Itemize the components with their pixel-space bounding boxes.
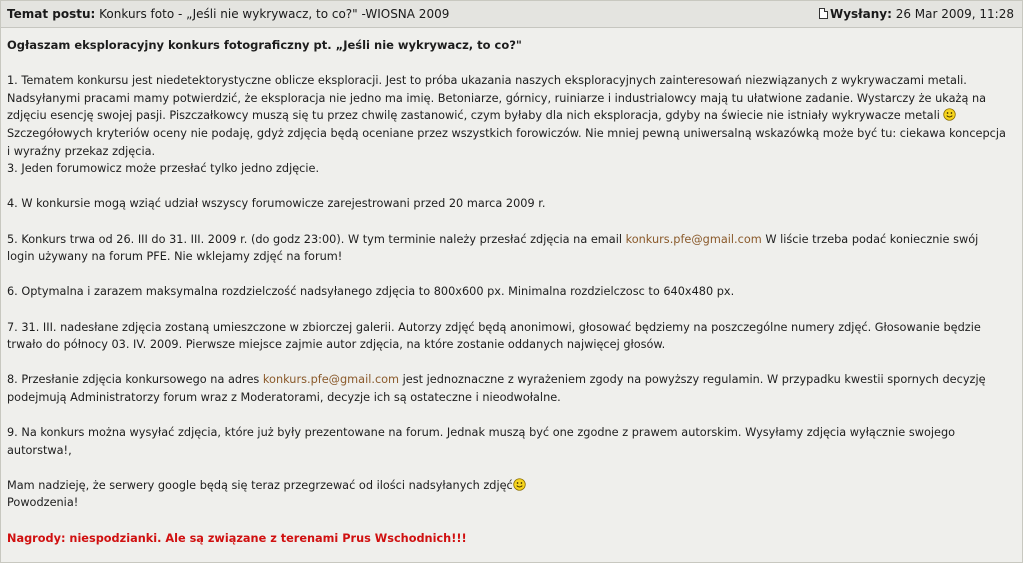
rule-8-line-2: podejmują Administratorzy forum wraz z Moderatorami, decyzje ich są ostateczne i nieodwołalne. [7,390,561,404]
rule-8-text-before: 8. Przesłanie zdjęcia konkursowego na adres [7,373,263,387]
rule-1-line-4: Szczegółowych kryteriów oceny nie podaję, gdyż zdjęcia będą oceniane przez wszystkich forowiczów. Nie mniej pewną uniwersalną wskazówką może być tu: ciekawa koncepcja [7,126,1006,140]
rule-9-line-2: autorstwa!, [7,443,72,457]
post-header [1,1,1022,28]
subject-value: Konkurs foto - „Jeśli nie wykrywacz, to co?" -WIOSNA 2009 [99,7,450,21]
rule-1-line-3-text: zdjęciu esencję swojej pasji. Piszczałkowcy muszą się tu przez chwilę zastanowić, czym byłaby dla nich eksploracja, gdyby na świecie nie istniały wykrywacze metali [7,109,940,123]
rule-4: 4. W konkursie mogą wziąć udział wszyscy forumowicze zarejestrowani przed 20 marca 2009 r. [7,197,546,211]
smiley-icon [513,478,526,491]
post-subject [7,1,449,27]
rule-1-line-5: i wyraźny przekaz zdjęcia. [7,144,156,158]
rule-5-line-2: login używany na forum PFE. Nie wklejamy zdjęć na forum! [7,250,343,264]
rule-1-line-3 [7,107,1017,125]
email-link-2[interactable]: konkurs.pfe@gmail.com [262,373,400,387]
rule-6: 6. Optymalna i zarazem maksymalna rozdzielczość nadsyłanego zdjęcia to 800x600 px. Minimalna rozdzielczosc to 640x480 px. [7,285,735,299]
post-headline: Ogłaszam eksploracyjny konkurs fotograficzny pt. „Jeśli nie wykrywacz, to co?" [7,38,522,52]
rule-7-line-1: 7. 31. III. nadesłane zdjęcia zostaną umieszczone w zbiorczej galerii. Autorzy zdjęć będą anonimowi, głosować będziemy na poszczególne numery zdjęć. Głosowanie będzie [7,320,981,334]
rule-1-line-1: 1. Tematem konkursu jest niedetektorystyczne oblicze eksploracji. Jest to próba ukazania naszych eksploracyjnych zainteresowań niezwiązanych z wykrywaczami metali. [7,74,967,88]
rule-8-line-1 [7,371,1017,389]
post-body [7,37,1017,547]
rule-1-line-2: Nadsyłanymi pracami mamy potwierdzić, że eksploracja nie jedno ma imię. Betoniarze, górnicy, ruiniarze i industrialowcy mają tu ułatwione zadanie. Wystarczy że ukażą na [7,91,987,105]
post-icon[interactable] [819,8,828,19]
rule-5-text-after: W liście trzeba podać koniecznie swój [761,232,979,246]
email-link[interactable]: konkurs.pfe@gmail.com [625,232,762,246]
closing-line-1 [7,477,1017,495]
rule-7-line-2: trwało do północy 03. IV. 2009. Pierwsze miejsce zajmie autor zdjęcia, na które zostanie oddanych najwięcej głosów. [7,338,666,352]
smiley-icon [943,108,956,121]
rule-3: 3. Jeden forumowicz może przesłać tylko jedno zdjęcie. [7,162,320,176]
rule-5-text-before: 5. Konkurs trwa od 26. III do 31. III. 2009 r. (do godz 23:00). W tym terminie należy przesłać zdjęcia na email [7,232,626,246]
prize-note: Nagrody: niespodzianki. Ale są związane z terenami Prus Wschodnich!!! [7,531,467,545]
subject-label: Temat postu: [7,7,96,21]
closing-line-2: Powodzenia! [7,496,79,510]
posted-value: 26 Mar 2009, 11:28 [895,7,1014,21]
rule-8-text-after: jest jednoznaczne z wyrażeniem zgody na powyższy regulamin. W przypadku kwestii spornych decyzję [399,373,986,387]
rule-5-line-1 [7,231,1017,249]
rule-9-line-1: 9. Na konkurs można wysyłać zdjęcia, które już były prezentowane na forum. Jednak muszą być one zgodne z prawem autorskim. Wysyłamy zdjęcia wyłącznie swojego [7,426,956,440]
post-date [819,1,1014,27]
closing-text: Mam nadzieję, że serwery google będą się teraz przegrzewać od ilości nadsyłanych zdjęć [7,478,513,492]
posted-label: Wysłany: [829,7,892,21]
